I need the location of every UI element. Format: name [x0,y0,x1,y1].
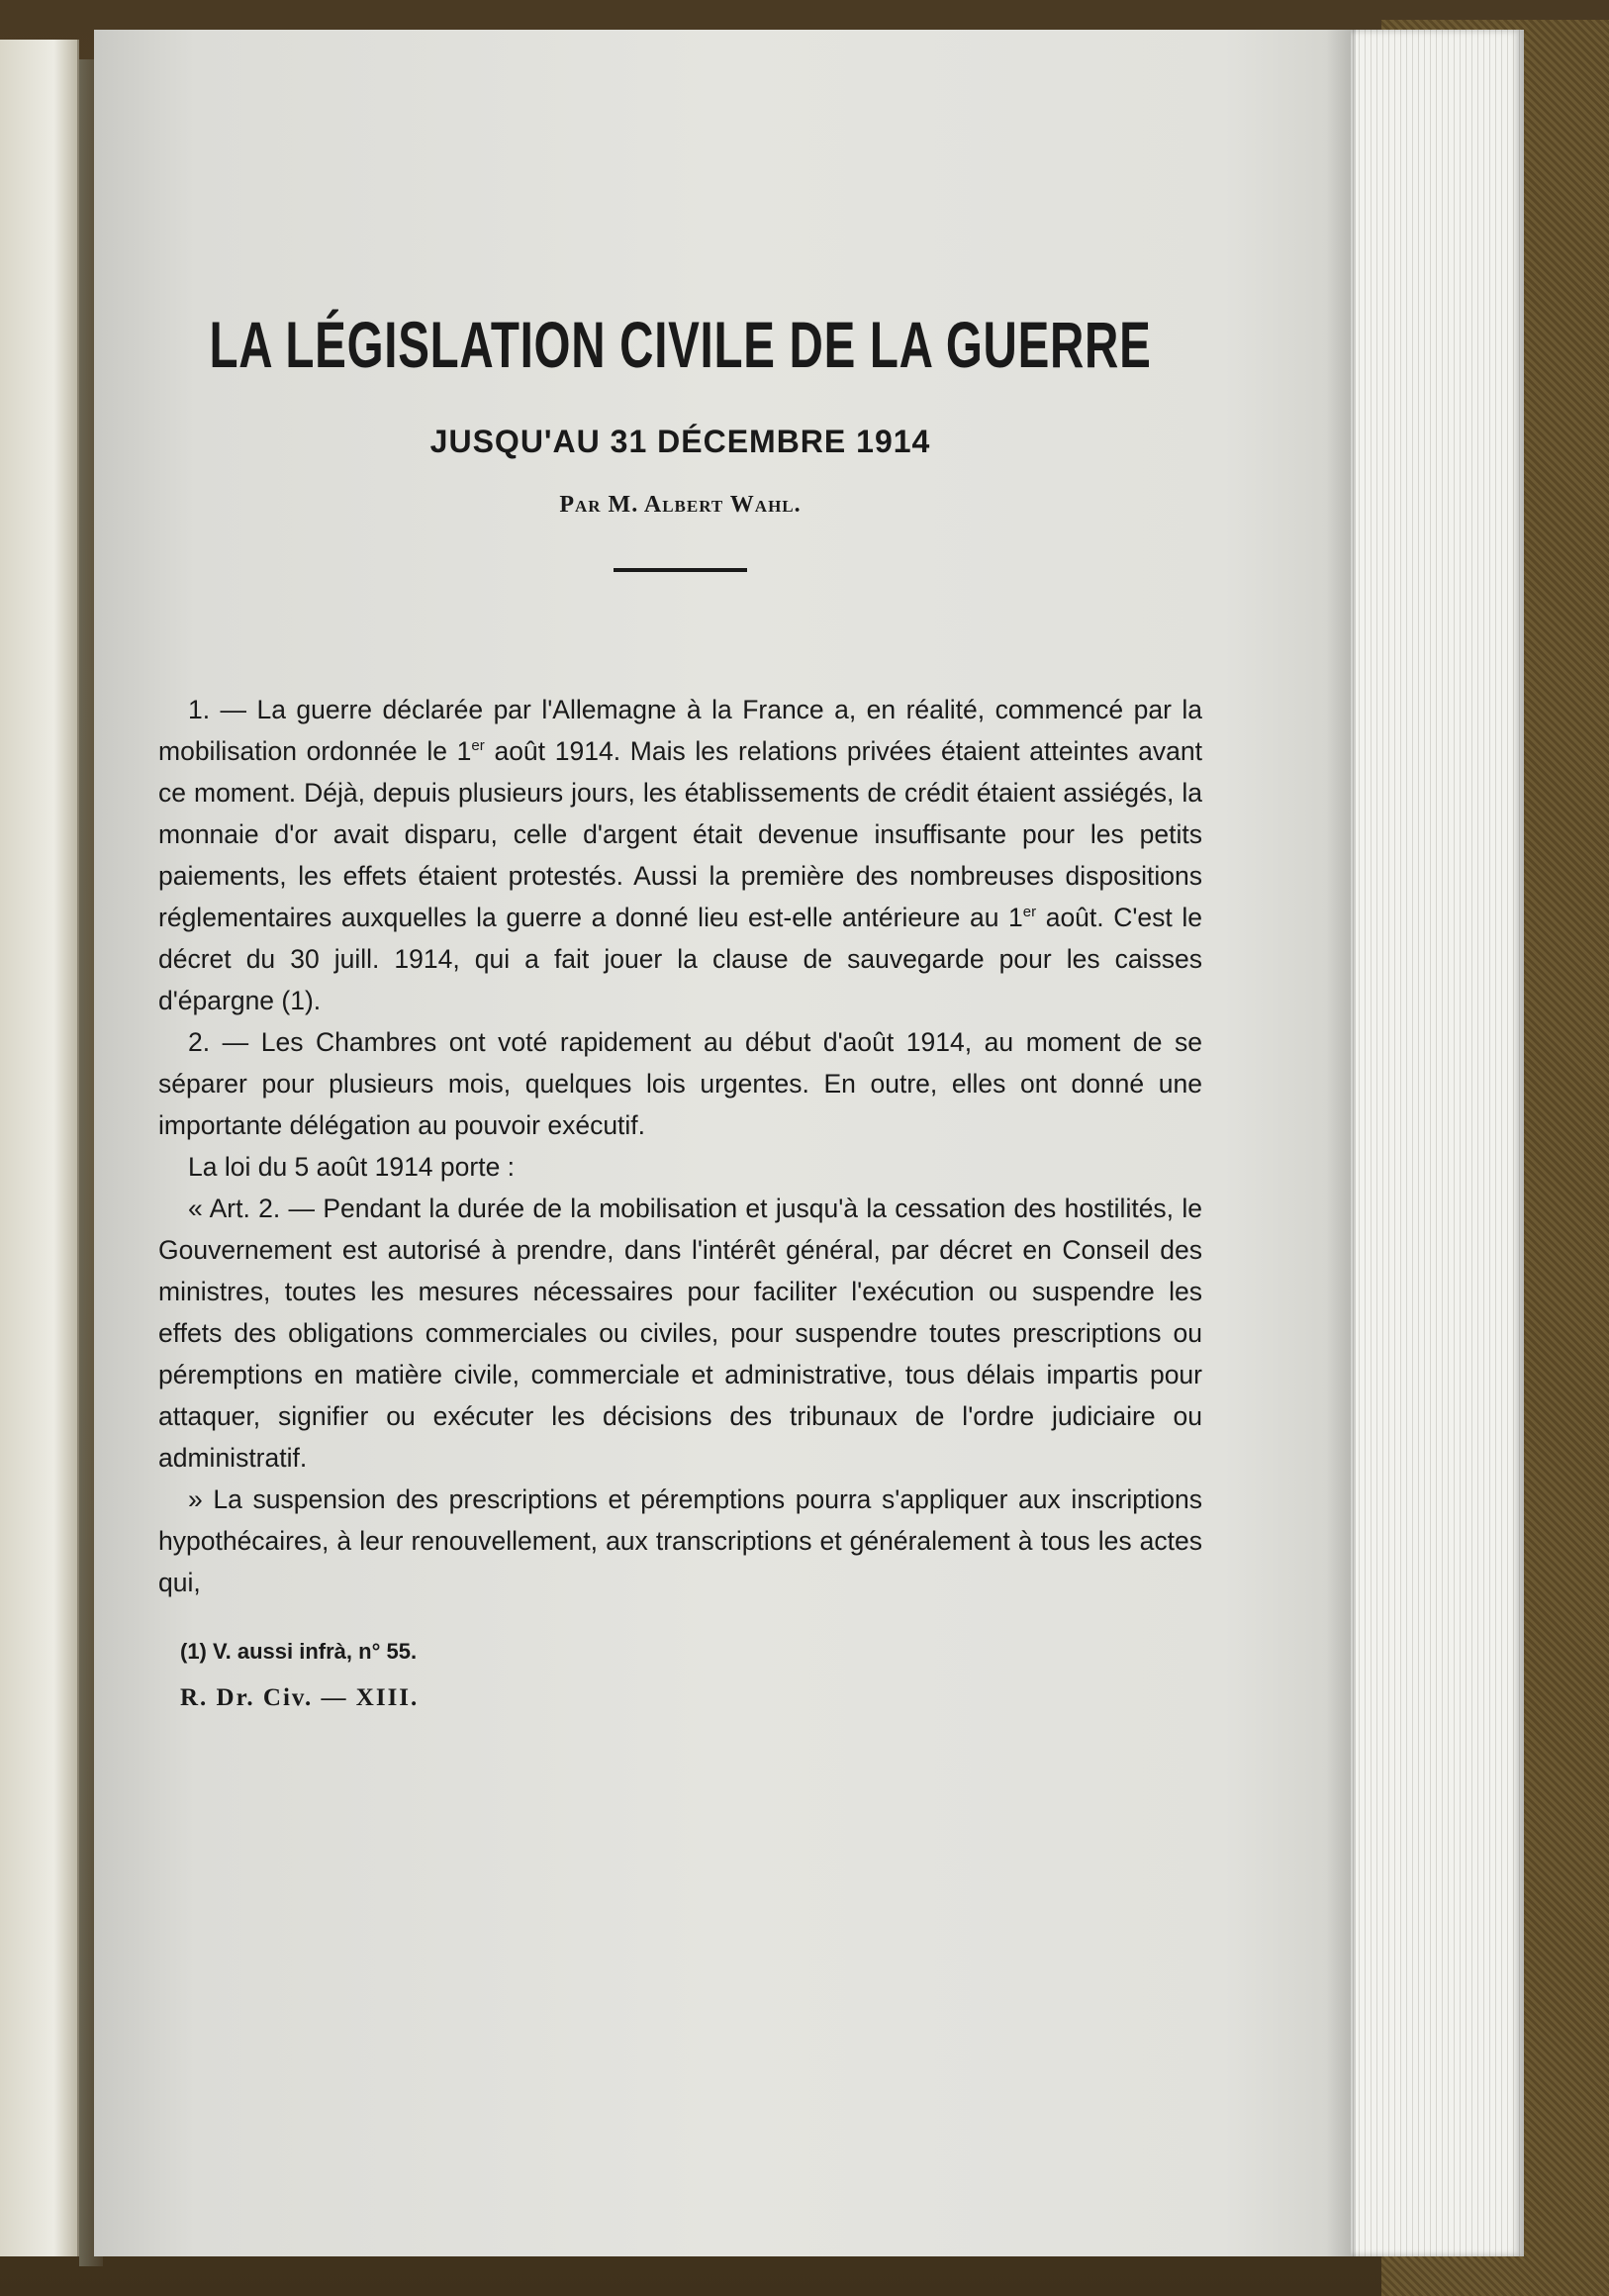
previous-page-edge [0,40,79,2256]
article-body [158,689,1202,1603]
article-author: Par M. Albert Wahl. [559,492,802,518]
book-page [94,30,1351,2256]
footnote-1: (1) V. aussi infrà, n° 55. [180,1639,418,1664]
page-signature: R. Dr. Civ. — XIII. [180,1684,420,1711]
article-subtitle: JUSQU'AU 31 DÉCEMBRE 1914 [429,424,931,459]
paragraph-5: » La suspension des prescriptions et péremptions pourra s'appliquer aux inscriptions hypothécaires, à leur renouvellement, aux transcriptions et généralement à tous les actes qui, [158,1484,1202,1597]
paragraph-2: 2. — Les Chambres ont voté rapidement au début d'août 1914, au moment de se séparer pour plusieurs mois, quelques lois urgentes. En outre, elles ont donné une importante délégation au pouvoir exécutif. [158,1027,1202,1140]
paragraph-1: 1. — La guerre déclarée par l'Allemagne à la France a, en réalité, commencé par la mobilisation ordonnée le 1er août 1914. Mais les relations privées étaient atteintes avant ce moment. Déjà, depuis plusieurs jours, les établissements de crédit étaient assiégés, la monnaie d'or avait disparu, celle d'argent était devenue insuffisante pour les petits paiements, les effets étaient protestés. Aussi la première des nombreuses dispositions réglementaires auxquelles la guerre a donné lieu est-elle antérieure au 1er août. C'est le décret du 30 juill. 1914, qui a fait jouer la clause de sauvegarde pour les caisses d'épargne (1). [158,695,1202,1015]
title-divider [614,568,747,572]
page-content [158,307,1202,1712]
paragraph-3: La loi du 5 août 1914 porte : [188,1152,516,1182]
page-gutter-shadow [1326,30,1356,2256]
article-title: LA LÉGISLATION CIVILE DE LA GUERRE [209,308,1152,381]
paragraph-4: « Art. 2. — Pendant la durée de la mobilisation et jusqu'à la cessation des hostilités, le Gouvernement est autorisé à prendre, dans l'intérêt général, par décret en Conseil des ministres, toutes les mesures nécessaires pour faciliter l'exécution ou suspendre les effets des obligations commerciales ou civiles, pour suspendre toutes prescriptions ou péremptions en matière civile, commerciale et administrative, tous délais impartis pour attaquer, signifier ou exécuter les décisions des tribunaux de l'ordre judiciaire ou administratif. [158,1194,1202,1473]
footnotes [158,1639,1202,1712]
page-edges [1346,30,1524,2256]
